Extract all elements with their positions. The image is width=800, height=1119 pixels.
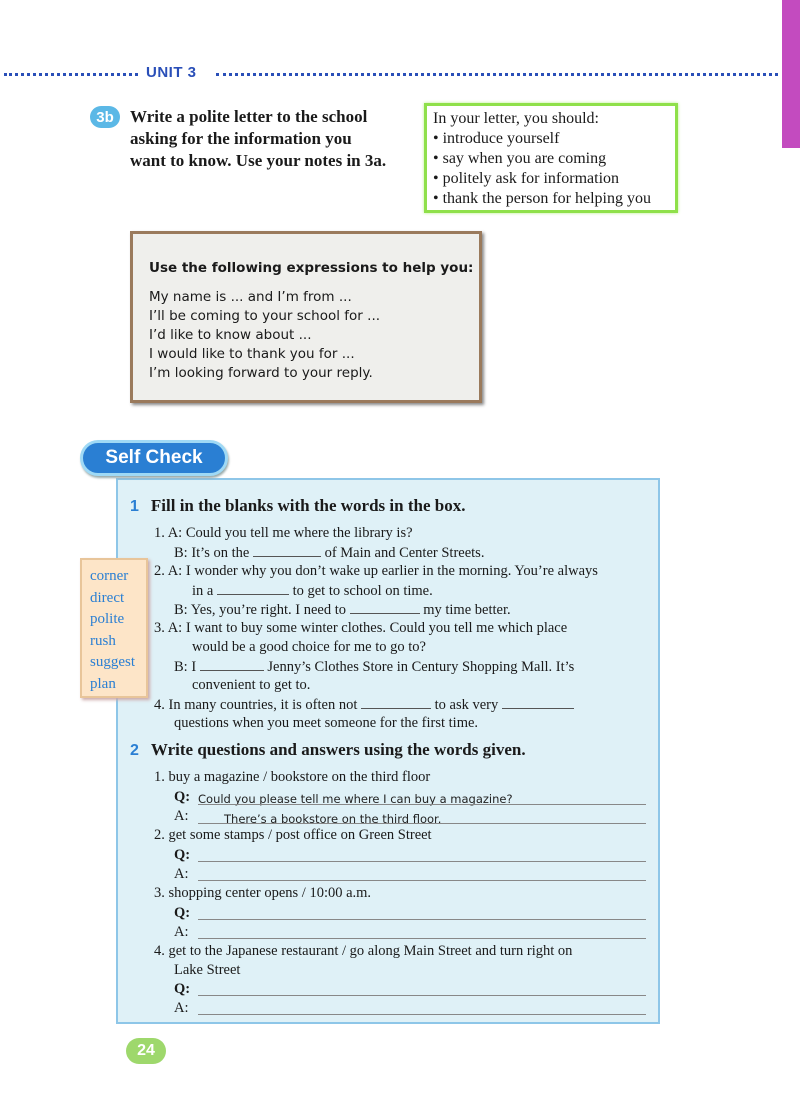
q-label: Q: (174, 847, 191, 863)
dotted-rule-right (216, 73, 778, 76)
word-box-item: corner (90, 568, 129, 584)
tip-item: • thank the person for helping you (433, 190, 651, 207)
word-box-item: plan (90, 675, 116, 692)
exercise-2-title (130, 740, 526, 760)
exercise-number: 1 (130, 498, 139, 515)
fill-text: Jenny’s Clothes Store in Century Shopping Mall. It’s (267, 659, 575, 675)
tip-item: • introduce yourself (433, 130, 560, 147)
fill-text: B: It’s on the (174, 545, 250, 561)
self-check-panel (116, 478, 660, 1024)
a-line[interactable] (198, 1014, 646, 1015)
fill-item (174, 657, 574, 677)
instruction-line: asking for the information you (130, 129, 352, 148)
a-label: A: (174, 866, 189, 882)
qa-prompt: 1. buy a magazine / bookstore on the third floor (154, 769, 431, 785)
fill-item: questions when you meet someone for the first time. (174, 715, 479, 731)
a-label: A: (174, 808, 189, 824)
word-box-item: direct (90, 589, 125, 606)
word-box (80, 558, 148, 698)
q-answer-text: Could you please tell me where I can buy a magazine? (198, 792, 513, 806)
fill-item: 1. A: Could you tell me where the library is? (154, 525, 413, 541)
blank-input[interactable] (253, 543, 321, 557)
fill-text: 4. In many countries, it is often not (154, 697, 358, 713)
fill-text: B: Yes, you’re right. I need to (174, 602, 346, 618)
blank-input[interactable] (217, 581, 289, 595)
q-line[interactable] (198, 995, 646, 996)
instruction-line: Write a polite letter to the school (130, 107, 368, 126)
expressions-box (130, 231, 482, 403)
expressions-title: Use the following expressions to help you: (149, 260, 474, 276)
exercise-1-title (130, 496, 465, 516)
blank-input[interactable] (200, 657, 264, 671)
fill-text: to ask very (434, 697, 499, 713)
q-label: Q: (174, 789, 191, 805)
unit-label: UNIT 3 (146, 64, 197, 81)
fill-item: 2. A: I wonder why you don’t wake up earlier in the morning. You’re always (154, 563, 598, 579)
dotted-rule-left (4, 73, 138, 76)
blank-input[interactable] (502, 695, 574, 709)
expression-line: I would like to thank you for ... (149, 346, 355, 362)
page-number: 24 (126, 1038, 166, 1064)
a-line[interactable] (198, 938, 646, 939)
qa-prompt: 4. get to the Japanese restaurant / go along Main Street and turn right on (154, 943, 573, 959)
qa-prompt: 2. get some stamps / post office on Green Street (154, 827, 432, 843)
blank-input[interactable] (350, 600, 420, 614)
qa-prompt: Lake Street (174, 962, 241, 978)
fill-item (192, 581, 433, 601)
fill-text: my time better. (423, 602, 511, 618)
task-3b-badge (90, 106, 120, 128)
unit-header (0, 64, 780, 84)
tips-title: In your letter, you should: (433, 110, 599, 127)
letter-tips-box (424, 103, 678, 213)
q-line[interactable] (198, 919, 646, 920)
fill-item (174, 543, 484, 563)
exercise-title-text: Fill in the blanks with the words in the box. (150, 496, 466, 515)
instruction-line: want to know. Use your notes in 3a. (130, 151, 387, 170)
a-label: A: (174, 1000, 189, 1016)
fill-text: to get to school on time. (292, 583, 433, 599)
a-line[interactable] (198, 823, 646, 824)
task-3b-instruction (130, 106, 420, 172)
a-answer-text: There’s a bookstore on the third floor. (224, 812, 442, 826)
tip-item: • politely ask for information (433, 170, 620, 187)
q-line[interactable] (198, 861, 646, 862)
q-line[interactable] (198, 804, 646, 805)
expression-line: I’ll be coming to your school for ... (149, 308, 381, 324)
expression-line: I’d like to know about ... (149, 327, 312, 343)
expression-line: My name is ... and I’m from ... (149, 289, 352, 305)
qa-prompt: 3. shopping center opens / 10:00 a.m. (154, 885, 372, 901)
word-box-item: suggest (90, 654, 135, 670)
fill-item: would be a good choice for me to go to? (192, 639, 426, 655)
fill-item: convenient to get to. (192, 677, 311, 693)
fill-item: 3. A: I want to buy some winter clothes. Could you tell me which place (154, 620, 568, 636)
exercise-title-text: Write questions and answers using the words given. (150, 740, 526, 759)
expression-line: I’m looking forward to your reply. (149, 365, 373, 381)
a-line[interactable] (198, 880, 646, 881)
fill-item (174, 600, 511, 620)
a-label: A: (174, 924, 189, 940)
fill-text: in a (192, 583, 214, 599)
q-label: Q: (174, 981, 191, 997)
task-number: 3b (90, 106, 120, 128)
self-check-badge: Self Check (80, 440, 228, 476)
side-tab (782, 0, 800, 148)
tip-item: • say when you are coming (433, 150, 607, 167)
fill-text: of Main and Center Streets. (324, 545, 485, 561)
word-box-item: polite (90, 611, 125, 627)
q-label: Q: (174, 905, 191, 921)
fill-item (154, 695, 574, 715)
word-box-item: rush (90, 632, 116, 649)
exercise-number: 2 (130, 742, 139, 759)
expressions-list (149, 288, 380, 383)
fill-text: B: I (174, 659, 197, 675)
blank-input[interactable] (361, 695, 431, 709)
